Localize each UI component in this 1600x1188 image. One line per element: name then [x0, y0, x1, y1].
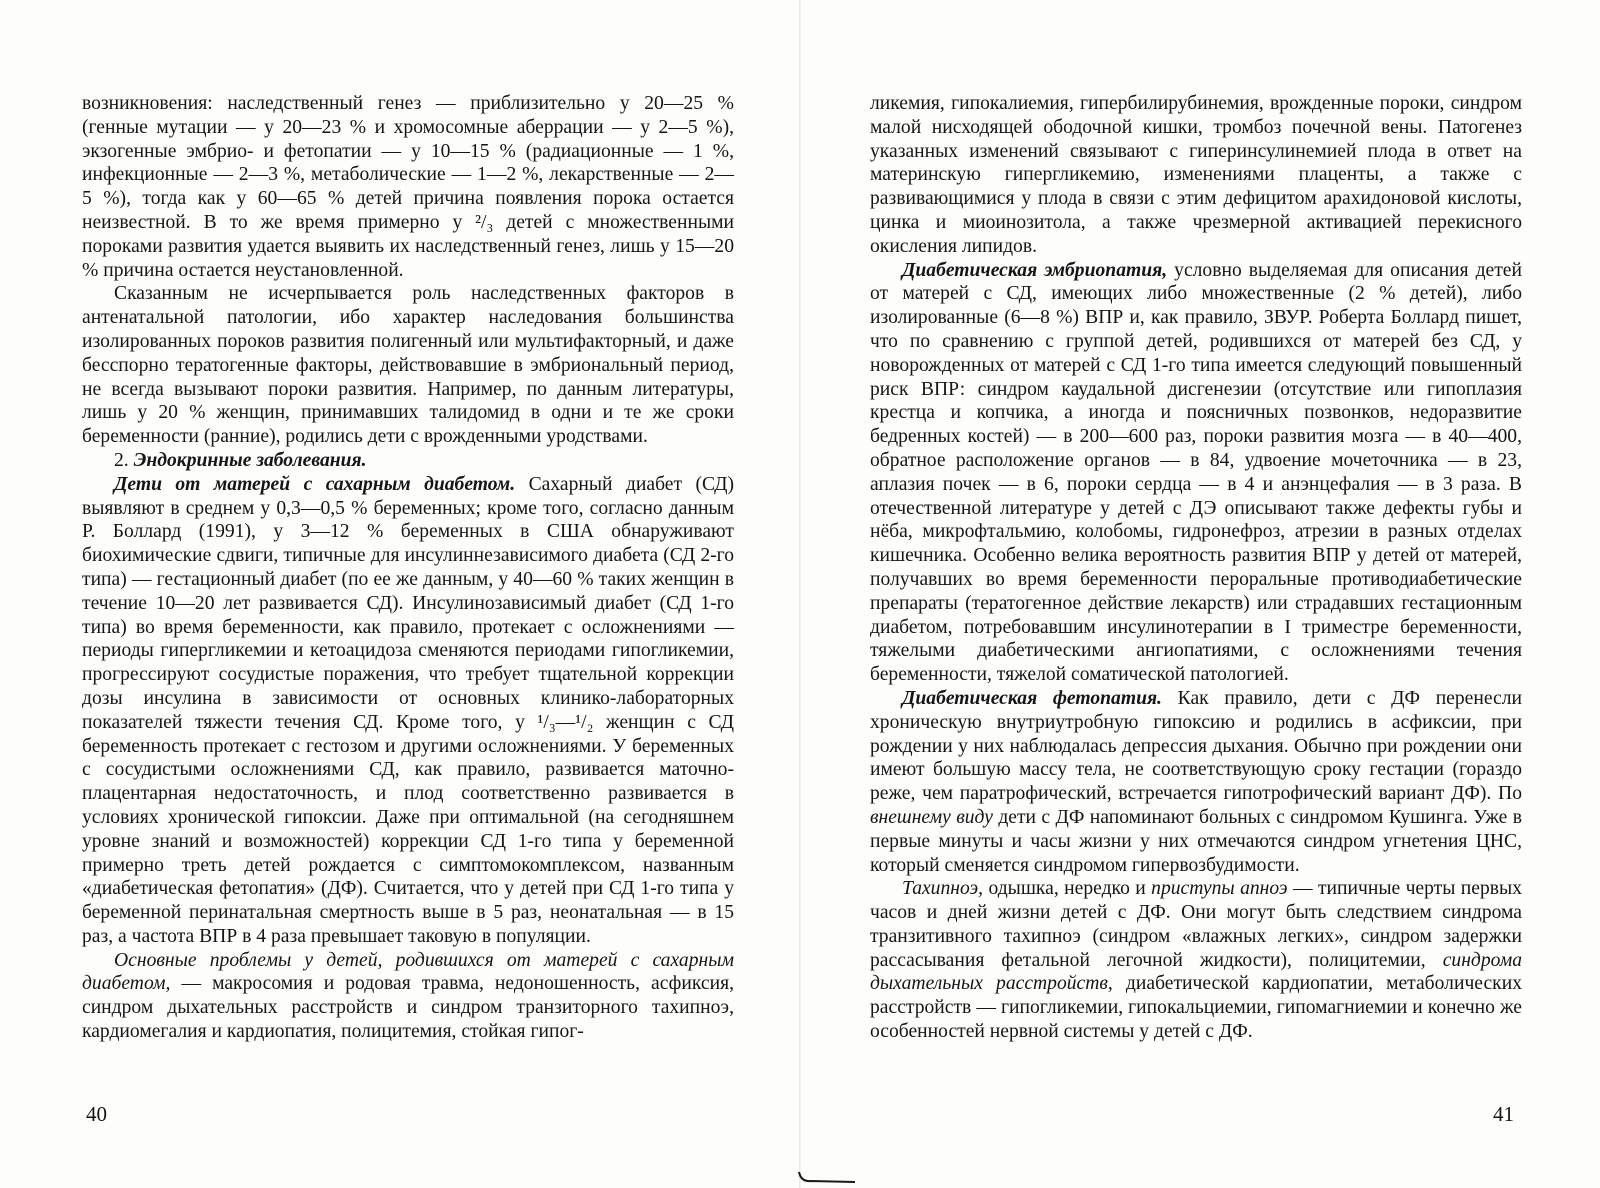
section-number: 2. — [114, 449, 129, 471]
fetopathy-italic: внешнему виду — [870, 806, 993, 828]
tachypnea-text-2: — типичные черты первых часов и дней жизни детей с ДФ. Они могут быть следствием синдрома транзитивного тахипноэ (синдром «влажных легких», синдром задержки рассасывания фетальной легочной жидкости), полицитемии, — [870, 878, 1522, 971]
fetopathy-text-1: Как правило, дети с ДФ перенесли хроническую внутриутробную гипоксию и родились в асфиксии, при рождении у них наблюдалась депрессия дыхания. Обычно при рождении они имеют большую массу тела, не соответствующую сроку гестации (гораздо реже, чем паратрофический, встречается гипотрофический вариант ДФ). По — [870, 687, 1522, 805]
section-heading — [82, 449, 734, 473]
fetopathy-text-2: дети с ДФ напоминают больных с синдромом Кушинга. Уже в первые минуты и часы жизни у них отмечаются синдром угнетения ЦНС, который сменяется синдромом гипервозбудимости. — [870, 806, 1522, 876]
tachypnea-italic-1: Тахипноэ, — [902, 878, 984, 900]
subsection-title-diabetes: Дети от матерей с сахарным диабетом. — [114, 473, 516, 495]
subsection-title-fetopathy: Диабетическая фетопатия. — [902, 687, 1162, 709]
scan-edge-mark — [797, 1170, 857, 1184]
right-paragraph-embryopathy-text: условно выделяемая для описания детей от матерей с СД, имеющих либо множественные (2 % детей), либо изолированные (6—8 %) ВПР и, как правило, ЗВУР. Роберта Боллард пишет, что по сравнению с группой детей, родившихся от матерей без СД, у новорожденных от матерей с СД 1-го типа имеется следующий повышенный риск ВПР: синдром каудальной дисгенезии (отсутствие или гипоплазия крестца и копчика, а иногда и поясничных позвонков, недоразвитие бедренных костей) — в 200—600 раз, пороки развития мозга — в 40—400, обратное расположение органов — в 84, удвоение мочеточника — в 23, аплазия почек — в 6, пороки сердца — в 4 и анэнцефалия — в 3 раза. В отечественной литературе у детей с ДЭ описывают также дефекты губы и нёба, микрофтальмию, колобомы, гидронефроз, атрезии в разных отделах кишечника. Особенно велика вероятность развития ВПР у детей от матерей, получавших во время беременности пероральные противодиабетические препараты (тератогенное действие лекарств) или страдавших гестационным диабетом, потребовавшим инсулинотерапии в I триместре беременности, тяжелыми диабетическими ангиопатиями, с осложнениями течения беременности, тяжелой соматической патологией. — [870, 259, 1522, 686]
left-paragraph-2: Сказанным не исчерпывается роль наследственных факторов в антенатальной патологии, ибо характер наследования большинства изолированных пороков развития полигенный или мультифакторный, и даже бесспорно тератогенные факторы, действовавшие в эмбриональный период, не всегда вызывают пороки развития. Например, по данным литературы, лишь у 20 % женщин, принимавших талидомид в одни и те же сроки беременности (ранние), родились дети с врожденными уродствами. — [82, 283, 734, 448]
left-paragraph-problems-text: — макросомия и родовая травма, недоношенность, асфиксия, синдром дыхательных расстройств и синдром транзиторного тахипноэ, кардиомегалия и кардиопатия, полицитемия, стойкая гипог- — [82, 973, 734, 1043]
left-paragraph-diabetes — [82, 473, 734, 949]
tachypnea-italic-3: синдрома дыхательных расстройств, — [870, 949, 1522, 995]
left-paragraph-diabetes-text: Сахарный диабет (СД) выявляют в среднем у 0,3—0,5 % беременных; кроме того, согласно данным Р. Боллард (1991), у 3—12 % беременных в США обнаруживают биохимические сдвиги, типичные для инсулиннезависимого диабета (СД 2-го типа) — гестационный диабет (по ее же данным, у 40—60 % таких женщин в течение 10—20 лет развивается СД). Инсулинозависимый диабет (СД 1-го типа) во время беременности, как правило, протекает с осложнениями — периоды гипергликемии и кетоацидоза сменяются периодами гипогликемии, прогрессируют сосудистые поражения, что требует тщательной коррекции дозы инсулина в зависимости от основных клинико-лабораторных показателей тяжести течения СД. Кроме того, у ¹/₃—¹/₂ женщин с СД беременность протекает с гестозом и другими осложнениями. У беременных с сосудистыми осложнениями СД, как правило, развивается маточно-плацентарная недостаточность, и плод соответственно развивается в условиях хронической гипоксии. Даже при оптимальной (на сегодняшнем уровне знаний и возможностей) коррекции СД 1-го типа у беременной примерно треть детей рождается с симптомокомплексом, названным «диабетическая фетопатия» (ДФ). Считается, что у детей при СД 1-го типа у беременной перинатальная смертность выше в 5 раз, неонатальная — в 15 раз, а частота ВПР в 4 раза превышает таковую в популяции. — [82, 473, 734, 947]
page-number-left: 40 — [86, 1102, 107, 1126]
book-spine — [799, 0, 801, 1188]
left-page — [82, 92, 734, 1044]
section-title: Эндокринные заболевания. — [133, 449, 367, 471]
subsection-title-embryopathy: Диабетическая эмбриопатия, — [902, 259, 1168, 281]
right-page — [870, 92, 1522, 1044]
problems-italic-lead: Основные проблемы у детей, родившихся от матерей с сахарным диабетом, — [82, 949, 734, 995]
right-paragraph-tachypnea — [870, 877, 1522, 1044]
page-number-right: 41 — [1493, 1102, 1514, 1126]
left-paragraph-1: возникновения: наследственный генез — приблизительно у 20—25 % (генные мутации — у 20—23 % и хромосомные аберрации — у 2—5 %), экзогенные эмбрио- и фетопатии — у 10—15 % (радиационные — 1 %, инфекционные — 2—3 %, метаболические — 1—2 %, лекарственные — 2—5 %), тогда как у 60—65 % детей причина появления порока остается неизвестной. В то же время примерно у ²/₃ детей с множественными пороками развития удается выявить их наследственный генез, лишь у 15—20 % причина остается неустановленной. — [82, 93, 734, 281]
tachypnea-text-3: диабетической кардиопатии, метаболических расстройств — гипогликемии, гипокальциемии, гипомагниемии и конечно же особенностей нервной системы у детей с ДФ. — [870, 973, 1522, 1043]
tachypnea-text-1: одышка, нередко и — [983, 878, 1152, 900]
right-paragraph-fetopathy — [870, 687, 1522, 877]
left-paragraph-problems — [82, 949, 734, 1044]
right-paragraph-1: ликемия, гипокалиемия, гипербилирубинемия, врожденные пороки, синдром малой нисходящей ободочной кишки, тромбоз почечной вены. Патогенез указанных изменений связывают с гиперинсулинемией плода в ответ на материнскую гипергликемию, изменениями плаценты, а также с развивающимися у плода в связи с этим дефицитом арахидоновой кислоты, цинка и миоинозитола, а также чрезмерной активацией перекисного окисления липидов. — [870, 93, 1522, 257]
tachypnea-italic-2: приступы апноэ — [1151, 878, 1288, 900]
right-paragraph-embryopathy — [870, 259, 1522, 687]
